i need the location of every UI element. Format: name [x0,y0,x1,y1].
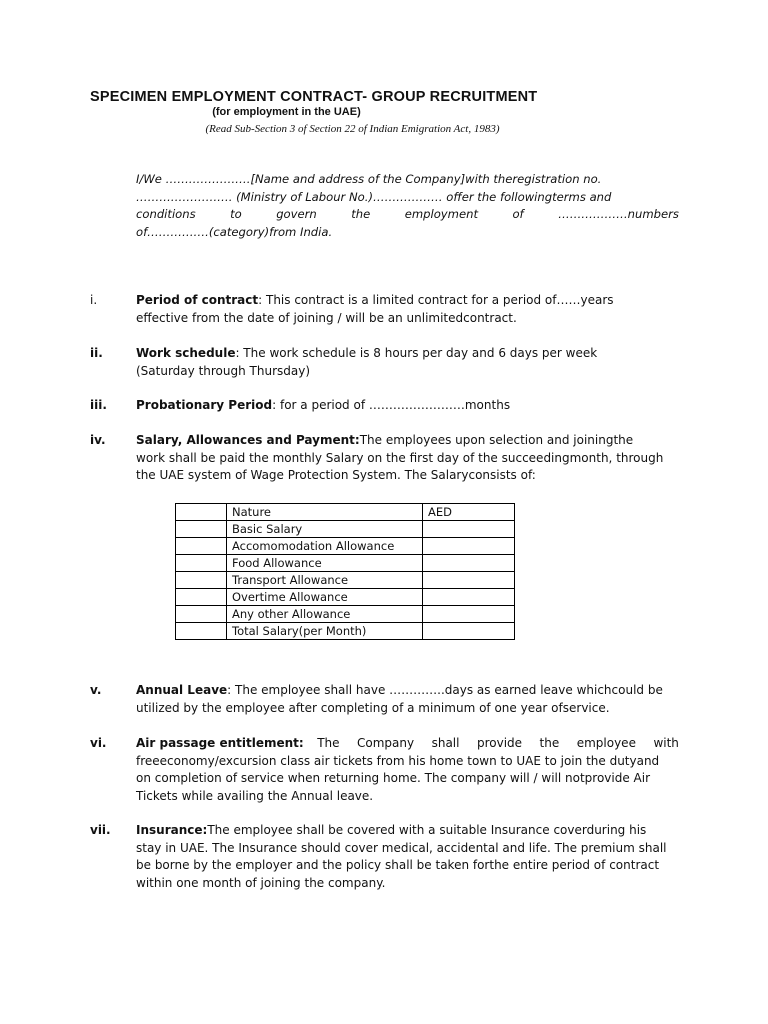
clause-heading: Annual Leave [136,683,228,697]
clause-line: stay in UAE. The Insurance should cover medical, accidental and life. The premium shall [136,840,667,855]
clause-line [136,397,679,415]
clause-number: iii. [90,398,107,412]
intro-paragraph [136,171,679,241]
clause-number: iv. [90,433,106,447]
clause-number: vi. [90,736,107,750]
table-cell [176,589,227,606]
table-row [176,538,515,555]
table-cell: Any other Allowance [227,606,423,623]
table-row [176,589,515,606]
table-row [176,623,515,640]
clause-heading: Period of contract [136,293,259,307]
act-reference: (Read Sub-Section 3 of Section 22 of Indian Emigration Act, 1983) [205,123,500,135]
table-cell: Transport Allowance [227,572,423,589]
intro-word: govern [276,207,317,222]
table-row [176,555,515,572]
clause-word: The [317,736,340,750]
clause-line [136,292,679,310]
clause-annual-leave [90,682,679,717]
clause-air-passage [90,735,679,805]
clause-word: with [653,736,679,750]
clause-line: Tickets while availing the Annual leave. [136,788,374,803]
table-cell: Overtime Allowance [227,589,423,606]
document-subtitle: (for employment in the UAE) [212,106,361,118]
clause-heading: Probationary Period [136,398,273,412]
intro-word: employment [404,207,478,222]
table-cell [423,572,515,589]
table-cell [423,555,515,572]
table-cell: Total Salary(per Month) [227,623,423,640]
clause-word: shall [431,736,460,750]
table-header-row [176,504,515,521]
clause-word: the [539,736,560,750]
clause-number: ii. [90,346,103,360]
clause-heading: Insurance: [136,823,208,837]
table-cell [176,521,227,538]
table-cell [176,623,227,640]
clause-line: be borne by the employer and the policy shall be taken forthe entire period of contract [136,858,660,873]
clause-word: employee [576,736,636,750]
table-row [176,606,515,623]
intro-line: I/We ………………….[Name and address of the Company]with theregistration no. [136,172,602,186]
table-cell: Accomomodation Allowance [227,538,423,555]
table-header-aed: AED [423,504,515,521]
clause-text: The employee shall be covered with a suitable Insurance coverduring his [207,823,647,837]
clause-insurance [90,822,679,892]
table-cell [423,538,515,555]
intro-word: to [230,207,242,222]
table-cell [423,589,515,606]
clause-line: the UAE system of Wage Protection System. The Salaryconsists of: [136,468,536,483]
intro-line: of…………….(category)from India. [136,224,333,239]
table-cell [176,538,227,555]
clause-word: Company [357,736,415,750]
intro-word: the [351,207,371,222]
clause-line [136,432,679,450]
clause-heading: Air passage entitlement: [136,736,304,750]
clause-line [136,682,679,700]
table-header-nature: Nature [227,504,423,521]
clause-word: provide [476,736,523,750]
table-row [176,521,515,538]
table-cell [423,521,515,538]
clause-line: freeeconomy/excursion class air tickets from his home town to UAE to join the dutyand [136,753,660,768]
table-cell [423,606,515,623]
clause-line [136,822,679,840]
clause-line: utilized by the employee after completing of a minimum of one year ofservice. [136,700,610,715]
clause-line [136,735,679,753]
table-cell [176,572,227,589]
table-cell [423,623,515,640]
clause-text: : for a period of ……………………months [272,398,511,412]
table-cell: Food Allowance [227,555,423,572]
table-cell [176,555,227,572]
clause-line [136,345,679,363]
clause-text: The employees upon selection and joiningthe [359,433,634,447]
clause-work-schedule [90,345,679,380]
table-cell: Basic Salary [227,521,423,538]
clause-text: : The employee shall have …………..days as earned leave whichcould be [227,683,663,697]
table-cell [176,606,227,623]
clause-line: work shall be paid the monthly Salary on the first day of the succeedingmonth, through [136,450,664,465]
table-row [176,572,515,589]
clause-salary-allowances [90,432,679,485]
clause-heading: Salary, Allowances and Payment: [136,433,360,447]
clause-number: v. [90,683,102,697]
salary-table [175,503,515,640]
clause-heading: Work schedule [136,346,236,360]
document-title: SPECIMEN EMPLOYMENT CONTRACT- GROUP RECRUITMENT [90,89,538,105]
intro-word: ………………numbers [558,207,679,222]
clause-number: i. [90,293,98,307]
intro-line: ……………………. (Ministry of Labour No.)……………… offer the followingterms and [136,189,612,204]
clause-text: : The work schedule is 8 hours per day and 6 days per week [235,346,598,360]
clause-line: (Saturday through Thursday) [136,363,311,378]
clause-line: effective from the date of joining / will be an unlimitedcontract. [136,310,517,325]
clause-period-of-contract [90,292,679,327]
clause-number: vii. [90,823,111,837]
intro-word: conditions [136,207,196,222]
clause-text: : This contract is a limited contract for a period of……years [258,293,614,307]
clause-probationary-period [90,397,679,415]
intro-line [136,206,679,224]
table-cell [176,504,227,521]
clause-line: on completion of service when returning home. The company will / will notprovide Air [136,771,651,786]
intro-word: of [512,207,524,222]
clause-line: within one month of joining the company. [136,875,386,890]
